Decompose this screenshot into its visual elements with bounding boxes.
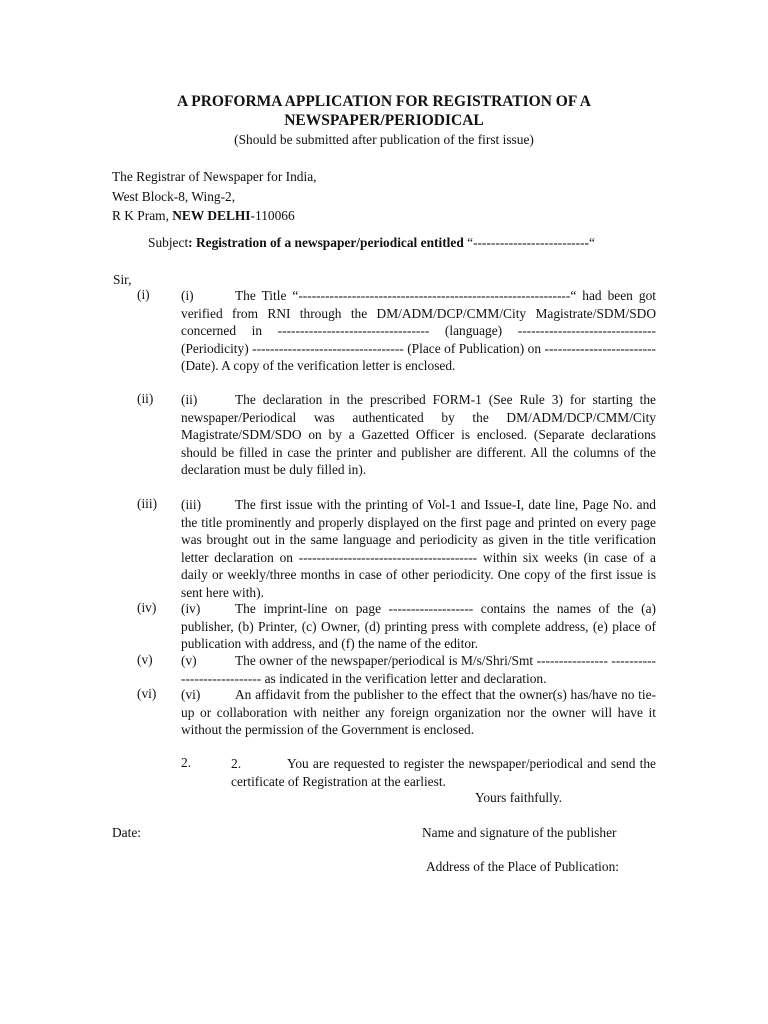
paragraph-inner-number: 2. xyxy=(231,756,242,771)
publication-address-label: Address of the Place of Publication: xyxy=(426,859,620,874)
date-label: Date: xyxy=(112,825,141,840)
item-inner-number: (vi) xyxy=(181,687,201,702)
salutation: Sir, xyxy=(113,272,132,287)
address-line-2: West Block-8, Wing-2, xyxy=(112,188,236,204)
document-subtitle: (Should be submitted after publication of the first issue) xyxy=(234,132,534,147)
registrar-address xyxy=(112,167,317,226)
subject-blank: “--------------------------“ xyxy=(467,235,595,250)
item-inner-number: (iv) xyxy=(181,601,201,616)
item-body: No. and the title prominently and properly displayed on the first page and printed on every page was brought out in the same language and periodicity as given in the title verification letter declaration on ---------------------------------------- within six weeks (in case of a daily or weekly/three months in case of other periodicity. One copy of the first issue is sent here with). xyxy=(181,497,656,600)
item-number: (ii) xyxy=(137,391,154,406)
subject-line xyxy=(148,234,595,252)
item-inner-number: (v) xyxy=(181,653,197,668)
item-number: (i) xyxy=(137,287,150,302)
paragraph-text xyxy=(231,755,656,790)
item-number: (iii) xyxy=(137,496,158,511)
item-text xyxy=(181,496,656,602)
item-lead: The first issue with the printing of Vol-1 and Issue-I, date line, Page xyxy=(235,497,609,512)
address-line-1: The Registrar of Newspaper for India, xyxy=(112,169,317,184)
address-city: NEW DELHI xyxy=(172,208,251,223)
item-number: (vi) xyxy=(137,686,157,701)
item-body: ---------------------------- as indicated in the verification letter and declaration. xyxy=(181,653,656,686)
signature-label: Name and signature of the publisher xyxy=(422,825,617,840)
item-text xyxy=(181,391,656,479)
item-body: (a) publisher, (b) Printer, (c) Owner, (d) printing press with complete address, (e) place of publication with address, and (f) the name of the editor. xyxy=(181,601,656,652)
address-line-3 xyxy=(112,206,317,226)
document-title-line1: A PROFORMA APPLICATION FOR REGISTRATION OF A xyxy=(177,93,591,110)
closing-text: Yours faithfully. xyxy=(475,790,563,805)
item-inner-number: (i) xyxy=(181,288,194,303)
paragraph-number: 2. xyxy=(181,755,192,770)
subject-label: Subject xyxy=(148,235,189,250)
item-inner-number: (iii) xyxy=(181,497,202,512)
item-body: the newspaper/Periodical was authenticated by the DM/ADM/DCP/CMM/City Magistrate/SDM/SDO on by a Gazetted Officer is enclosed. (Separate declarations should be filled in case the printer and publisher are different. All the columns of the declaration must be duly filled in). xyxy=(181,392,656,478)
item-body: has/have no tie-up or collaboration with neither any foreign organization nor the owner will have it without the permission of the Government is enclosed. xyxy=(181,687,657,738)
item-number: (v) xyxy=(137,652,153,667)
item-lead: The imprint-line on page ------------------- contains the names of the xyxy=(235,601,634,616)
item-lead: The declaration in the prescribed FORM-1 (See Rule 3) for starting xyxy=(235,392,633,407)
address-pin: -110066 xyxy=(250,208,295,223)
item-text xyxy=(181,686,656,739)
item-text xyxy=(181,652,656,687)
item-number: (iv) xyxy=(137,600,157,615)
subject-text: : Registration of a newspaper/periodical entitled xyxy=(188,235,468,250)
item-lead: An affidavit from the publisher to the effect that the owner(s) xyxy=(235,687,567,702)
document-title-line2: NEWSPAPER/PERIODICAL xyxy=(284,112,484,129)
item-inner-number: (ii) xyxy=(181,392,198,407)
paragraph-body: send the certificate of Registration at the earliest. xyxy=(231,756,656,789)
item-text xyxy=(181,287,656,375)
item-lead: The owner of the newspaper/periodical is M/s/Shri/Smt ---------------- xyxy=(235,653,608,668)
item-body: -------------------------------------------------------------“ had been got verified from RNI through the DM/ADM/DCP/CMM/City Magistrate/SDM/SDO concerned in ---------------------------------- (language) -------------------------------(Periodicity) ---------------------------------- (Place of Publication) on -------------------------(Date). A copy of the verification letter is enclosed. xyxy=(181,288,656,374)
address-line-3-prefix: R K Pram, xyxy=(112,208,173,223)
paragraph-lead: You are requested to register the newspaper/periodical and xyxy=(287,756,607,771)
item-text xyxy=(181,600,656,653)
item-lead: The Title “ xyxy=(235,288,299,303)
